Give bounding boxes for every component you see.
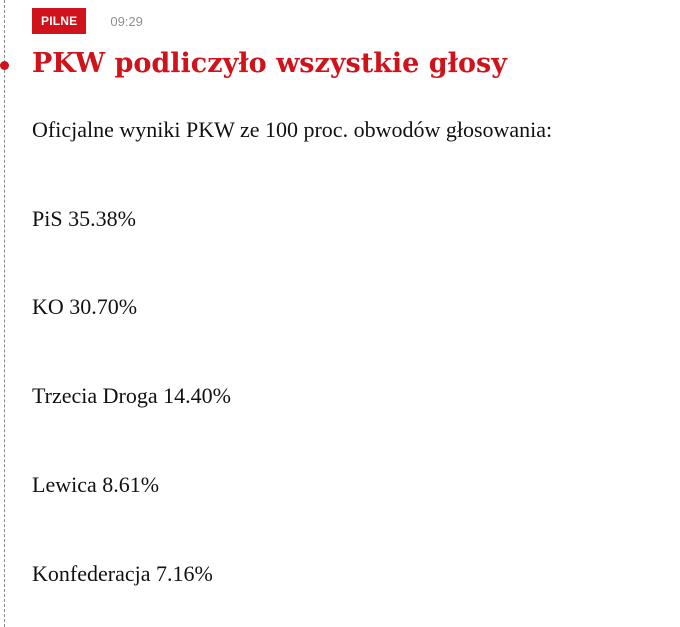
timeline-dot-icon <box>0 61 9 70</box>
post-headline: PKW podliczyło wszystkie głosy <box>32 48 507 79</box>
post-intro: Oficjalne wyniki PKW ze 100 proc. obwodów głosowania: <box>32 117 553 142</box>
post-time: 09:29 <box>110 13 143 29</box>
timeline-line <box>4 0 5 627</box>
post-meta <box>32 8 143 34</box>
result-line-trzecia-droga: Trzecia Droga 14.40% <box>32 383 231 408</box>
result-line-konfederacja: Konfederacja 7.16% <box>32 561 213 586</box>
result-line-lewica: Lewica 8.61% <box>32 472 160 497</box>
result-line-pis: PiS 35.38% <box>32 206 136 231</box>
result-line-ko: KO 30.70% <box>32 294 138 319</box>
urgent-badge: PILNE <box>32 8 86 34</box>
